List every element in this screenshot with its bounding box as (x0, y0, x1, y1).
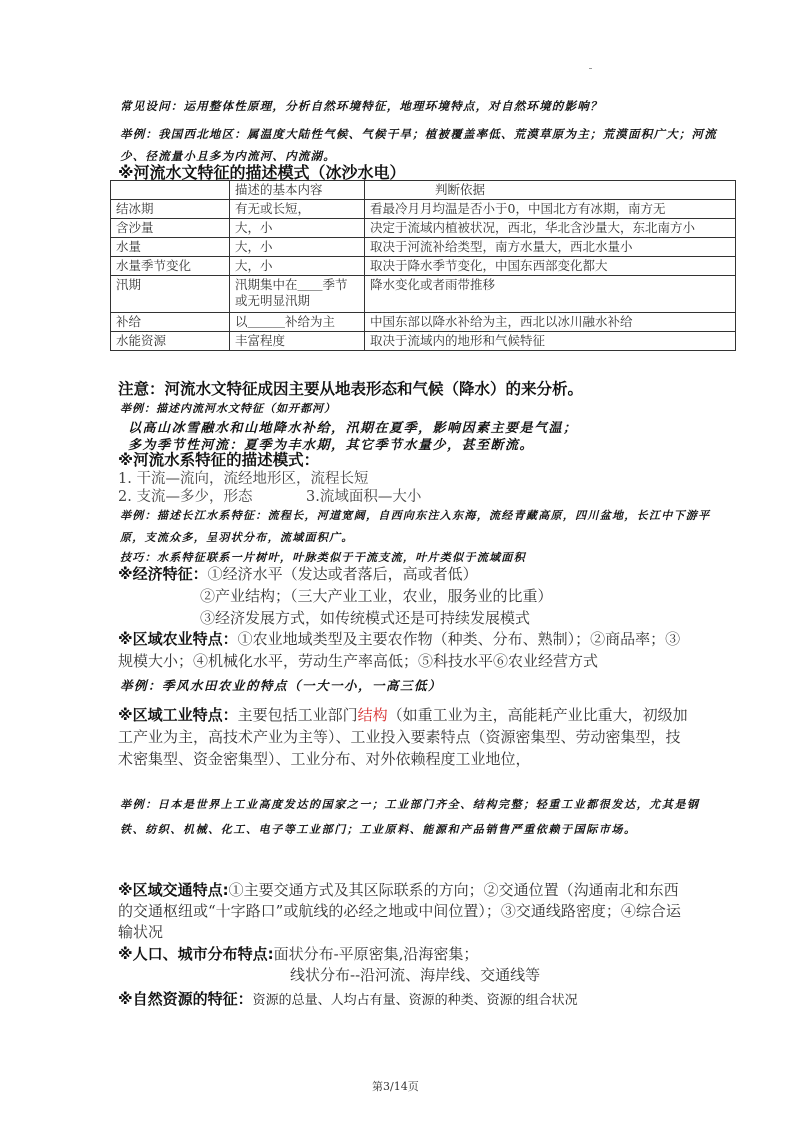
resources-label: ※自然资源的特征： (118, 990, 253, 1008)
industry-body: （如重工业为主，高能耗产业比重大，初级加工产业为主，高技术产业为主等）、工业投入要素特点（资源密集型、劳动密集型，技术密集型、资金密集型）、工业分布、对外依赖程度工业地位， (118, 706, 688, 768)
hydrology-section-title: ※河流水文特征的描述模式（冰沙水电） (118, 163, 406, 182)
table-row (111, 332, 736, 351)
hydrology-table (110, 180, 736, 351)
table-header-cell: 判断依据 (365, 181, 736, 200)
table-cell: 中国东部以降水补给为主，西北以冰川融水补给 (365, 313, 736, 332)
agriculture-label: ※区域农业特点： (118, 630, 238, 648)
industry-highlight: 结构 (357, 706, 388, 724)
example-inland-river-line: 以高山冰雪融水和山地降水补给，汛期在夏季，影响因素主要是气温； (128, 421, 578, 436)
table-cell: 有无或长短， (230, 200, 365, 219)
table-cell: 水量 (111, 238, 230, 257)
table-cell: 水量季节变化 (111, 257, 230, 276)
table-row (111, 219, 736, 238)
table-cell: 结冰期 (111, 200, 230, 219)
resources-line (118, 988, 578, 1009)
table-cell: 汛期 (111, 276, 230, 313)
population-body: 面状分布-平原密集,沿海密集； (273, 945, 479, 963)
scan-artifact (589, 68, 592, 69)
table-row (111, 276, 736, 313)
table-row (111, 313, 736, 332)
table-cell: 大，小 (230, 257, 365, 276)
page-number: 第3/14页 (372, 1080, 419, 1093)
population-body: 线状分布--沿河流、海岸线、交通线等 (290, 966, 541, 984)
note-heading: 注意：河流水文特征成因主要从地表形态和气候（降水）的来分析。 (118, 380, 584, 398)
table-cell: 以＿＿＿补给为主 (230, 313, 365, 332)
economy-line (118, 563, 478, 584)
transport-body: ①主要交通方式及其区际联系的方向；②交通位置（沟通南北和东西的交通枢纽或“十字路口”或航线的必经之地或中间位置）；③交通线路密度；④综合运输状况 (118, 881, 681, 941)
table-cell: 大，小 (230, 219, 365, 238)
example-monsoon-paddy: 举例：季风水田农业的特点（一大一小，一高三低） (120, 678, 443, 693)
population-label: ※人口、城市分布特点: (118, 945, 274, 963)
table-cell: 取决于降水季节变化，中国东西部变化都大 (365, 257, 736, 276)
table-row (111, 200, 736, 219)
industry-body: 主要包括工业部门 (237, 706, 358, 724)
table-cell: 含沙量 (111, 219, 230, 238)
table-cell: 看最冷月月均温是否小于0，中国北方有冰期，南方无 (365, 200, 736, 219)
example-inland-river-title: 举例：描述内流河水文特征（如开都河） (120, 402, 336, 415)
economy-item: ③经济发展方式，如传统模式还是可持续发展模式 (200, 609, 531, 627)
agriculture-paragraph (118, 628, 688, 672)
table-header-row (111, 181, 736, 200)
table-header-cell: 描述的基本内容 (230, 181, 365, 200)
river-system-title: ※河流水系特征的描述模式： (118, 451, 320, 469)
table-row (111, 238, 736, 257)
table-header-cell (111, 181, 230, 200)
table-cell: 水能资源 (111, 332, 230, 351)
table-cell: 决定于流域内植被状况，西北，华北含沙量大，东北南方小 (365, 219, 736, 238)
river-system-item: 3.流域面积—大小 (306, 489, 422, 505)
industry-label: ※区域工业特点： (118, 706, 238, 724)
economy-item: ②产业结构；（三大产业工业，农业，服务业的比重） (200, 587, 553, 605)
table-cell: 取决于河流补给类型，南方水量大，西北水量小 (365, 238, 736, 257)
river-system-tip: 技巧：水系特征联系一片树叶，叶脉类似于干流支流，叶片类似于流域面积 (120, 551, 526, 564)
example-yangtze: 举例：描述长江水系特征：流程长，河道宽阔，自西向东注入东海，流经青藏高原，四川盆地，长江中下游平原，支流众多，呈羽状分布，流域面积广。 (120, 509, 711, 544)
table-cell: 取决于流域内的地形和气候特征 (365, 332, 736, 351)
example-japan: 举例：日本是世界上工业高度发达的国家之一；工业部门齐全、结构完整；轻重工业都很发达，尤其是钢铁、纺织、机械、化工、电子等工业部门；工业原料、能源和产品销售严重依赖于国际市场。 (120, 798, 700, 836)
economy-item: ①经济水平（发达或者落后，高或者低） (207, 565, 478, 583)
river-system-item: 2. 支流—多少，形态 (118, 489, 253, 505)
industry-paragraph (118, 704, 688, 770)
example-northwest: 举例：我国西北地区：属温度大陆性气候、气候干旱；植被覆盖率低、荒漠草原为主；荒漠面积广大；河流少、径流量小且多为内流河、内流湖。 (120, 127, 717, 163)
population-line (118, 943, 478, 964)
resources-body: 资源的总量、人均占有量、资源的种类、资源的组合状况 (252, 993, 578, 1008)
table-cell: 大，小 (230, 238, 365, 257)
table-row (111, 257, 736, 276)
example-inland-river-line: 多为季节性河流：夏季为丰水期，其它季节水量少，甚至断流。 (128, 438, 535, 453)
table-cell: 丰富程度 (230, 332, 365, 351)
table-cell: 降水变化或者雨带推移 (365, 276, 736, 313)
river-system-item: 1. 干流—流向，流经地形区，流程长短 (118, 471, 369, 487)
table-cell: 补给 (111, 313, 230, 332)
transport-paragraph (118, 880, 688, 943)
table-cell: 汛期集中在＿＿季节或无明显汛期 (230, 276, 365, 313)
transport-label: ※区域交通特点: (118, 881, 229, 899)
agriculture-body: ①农业地域类型及主要农作物（种类、分布、熟制）；②商品率；③规模大小；④机械化水平，劳动生产率高低；⑤科技水平⑥农业经营方式 (118, 630, 681, 670)
question-prompt: 常见设问：运用整体性原理，分析自然环境特征，地理环境特点，对自然环境的影响？ (120, 99, 603, 113)
economy-label: ※经济特征： (118, 565, 208, 583)
